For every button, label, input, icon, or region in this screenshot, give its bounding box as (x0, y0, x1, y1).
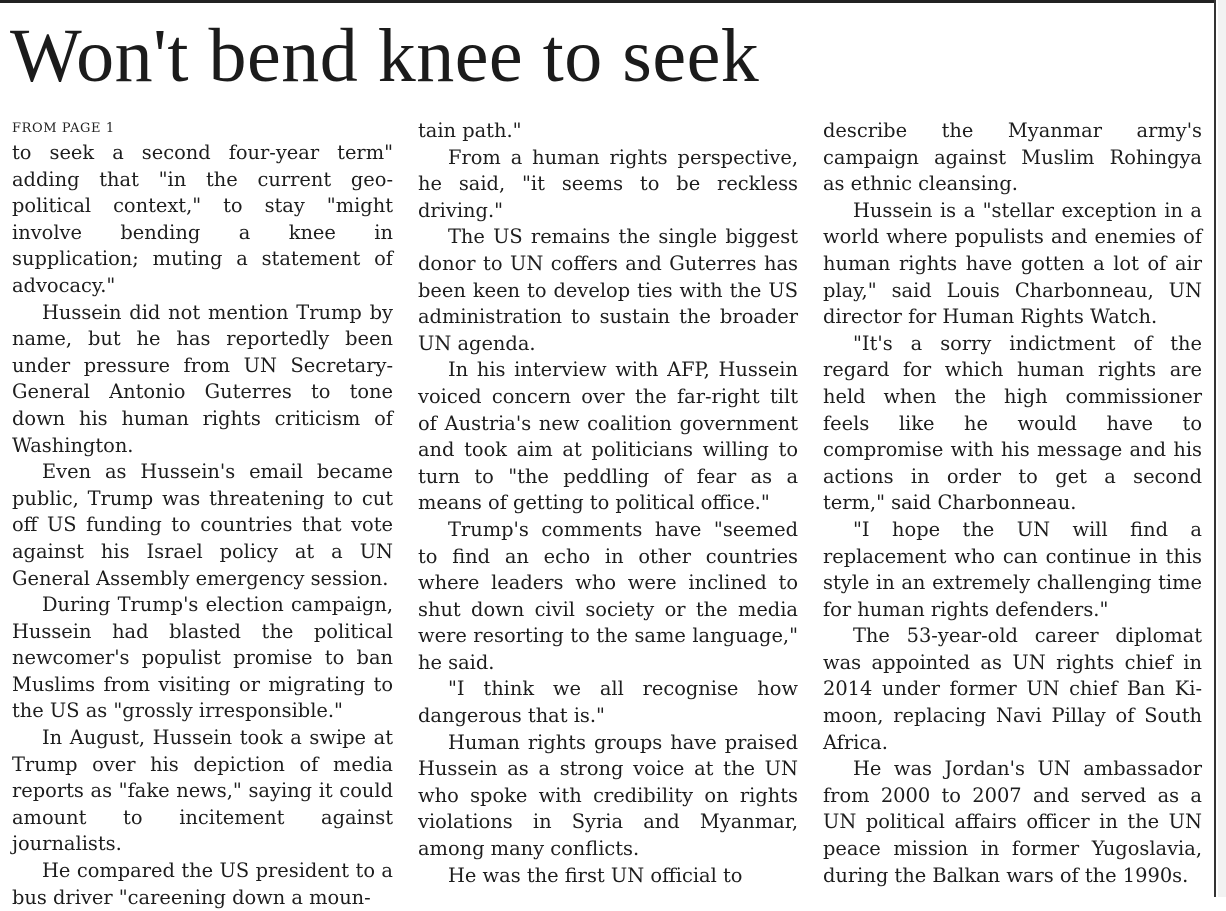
headline: Won't bend knee to seek (10, 14, 760, 98)
paragraph: Trump's comments have "seemed to find an echo in other countries where leaders who were inclined to shut down civil society or the media were resorting to the same language," he said. (418, 517, 798, 674)
article-column-3 (823, 118, 1202, 889)
kicker: FROM PAGE 1 (12, 121, 115, 136)
paragraph: He compared the US president to a bus driver "careening down a moun- (12, 859, 393, 909)
paragraph: tain path." (418, 119, 522, 142)
article-column-1 (12, 118, 393, 911)
page-edge (1218, 0, 1226, 897)
paragraph: He was Jordan's UN ambassador from 2000 to 2007 and served as a UN political affairs officer in the UN peace mission in former Yugoslavia, during the Balkan wars of the 1990s. (823, 757, 1202, 887)
top-rule (0, 0, 1214, 3)
paragraph: He was the first UN official to (448, 863, 743, 887)
article-column-2 (418, 118, 798, 889)
paragraph: The US remains the single biggest donor to UN coffers and Guterres has been keen to develop ties with the US administration to sustain the broader UN agenda. (418, 225, 798, 355)
paragraph: Hussein is a "stellar exception in a world where populists and enemies of human rights have gotten a lot of air play," said Louis Charbonneau, UN director for Human Rights Watch. (823, 198, 1202, 329)
paragraph: to seek a second four-year term" adding that "in the current geo-political context," to stay "might involve bending a knee in supplication; muting a statement of advocacy." (12, 141, 393, 297)
paragraph: Human rights groups have praised Hussein as a strong voice at the UN who spoke with credibility on rights violations in Syria and Myanmar, among many conflicts. (418, 730, 798, 861)
paragraph: "It's a sorry indictment of the regard for which human rights are held when the high commissioner feels like he would have to compromise with his message and his actions in order to get a second term," said Charbonneau. (823, 331, 1202, 515)
paragraph: "I hope the UN will find a replacement who can continue in this style in an extremely challenging time for human rights defenders." (823, 517, 1202, 621)
paragraph: describe the Myanmar army's campaign against Muslim Rohingya as ethnic cleansing. (823, 119, 1202, 196)
paragraph: "I think we all recognise how dangerous that is." (418, 677, 798, 728)
paragraph: In August, Hussein took a swipe at Trump over his depiction of media reports as "fake news," saying it could amount to incitement against journalists. (12, 726, 393, 856)
paragraph: During Trump's election campaign, Hussein had blasted the political newcomer's populist promise to ban Muslims from visiting or migrating to the US as "grossly irresponsible." (12, 593, 393, 723)
column-edge-rule (1214, 0, 1216, 897)
paragraph: Hussein did not mention Trump by name, but he has reportedly been under pressure from UN Secretary-General Antonio Guterres to tone down his human rights criticism of Washington. (12, 300, 393, 457)
paragraph: From a human rights perspective, he said, "it seems to be reckless driving." (418, 145, 798, 222)
paragraph: Even as Hussein's email became public, Trump was threatening to cut off US funding to countries that vote against his Israel policy at a UN General Assembly emergency session. (12, 460, 393, 590)
paragraph: The 53-year-old career diplomat was appointed as UN rights chief in 2014 under former UN chief Ban Ki-moon, replacing Navi Pillay of South Africa. (823, 624, 1202, 754)
paragraph: In his interview with AFP, Hussein voiced concern over the far-right tilt of Austria's new coalition government and took aim at politicians willing to turn to "the peddling of fear as a means of getting to political office." (418, 358, 798, 515)
